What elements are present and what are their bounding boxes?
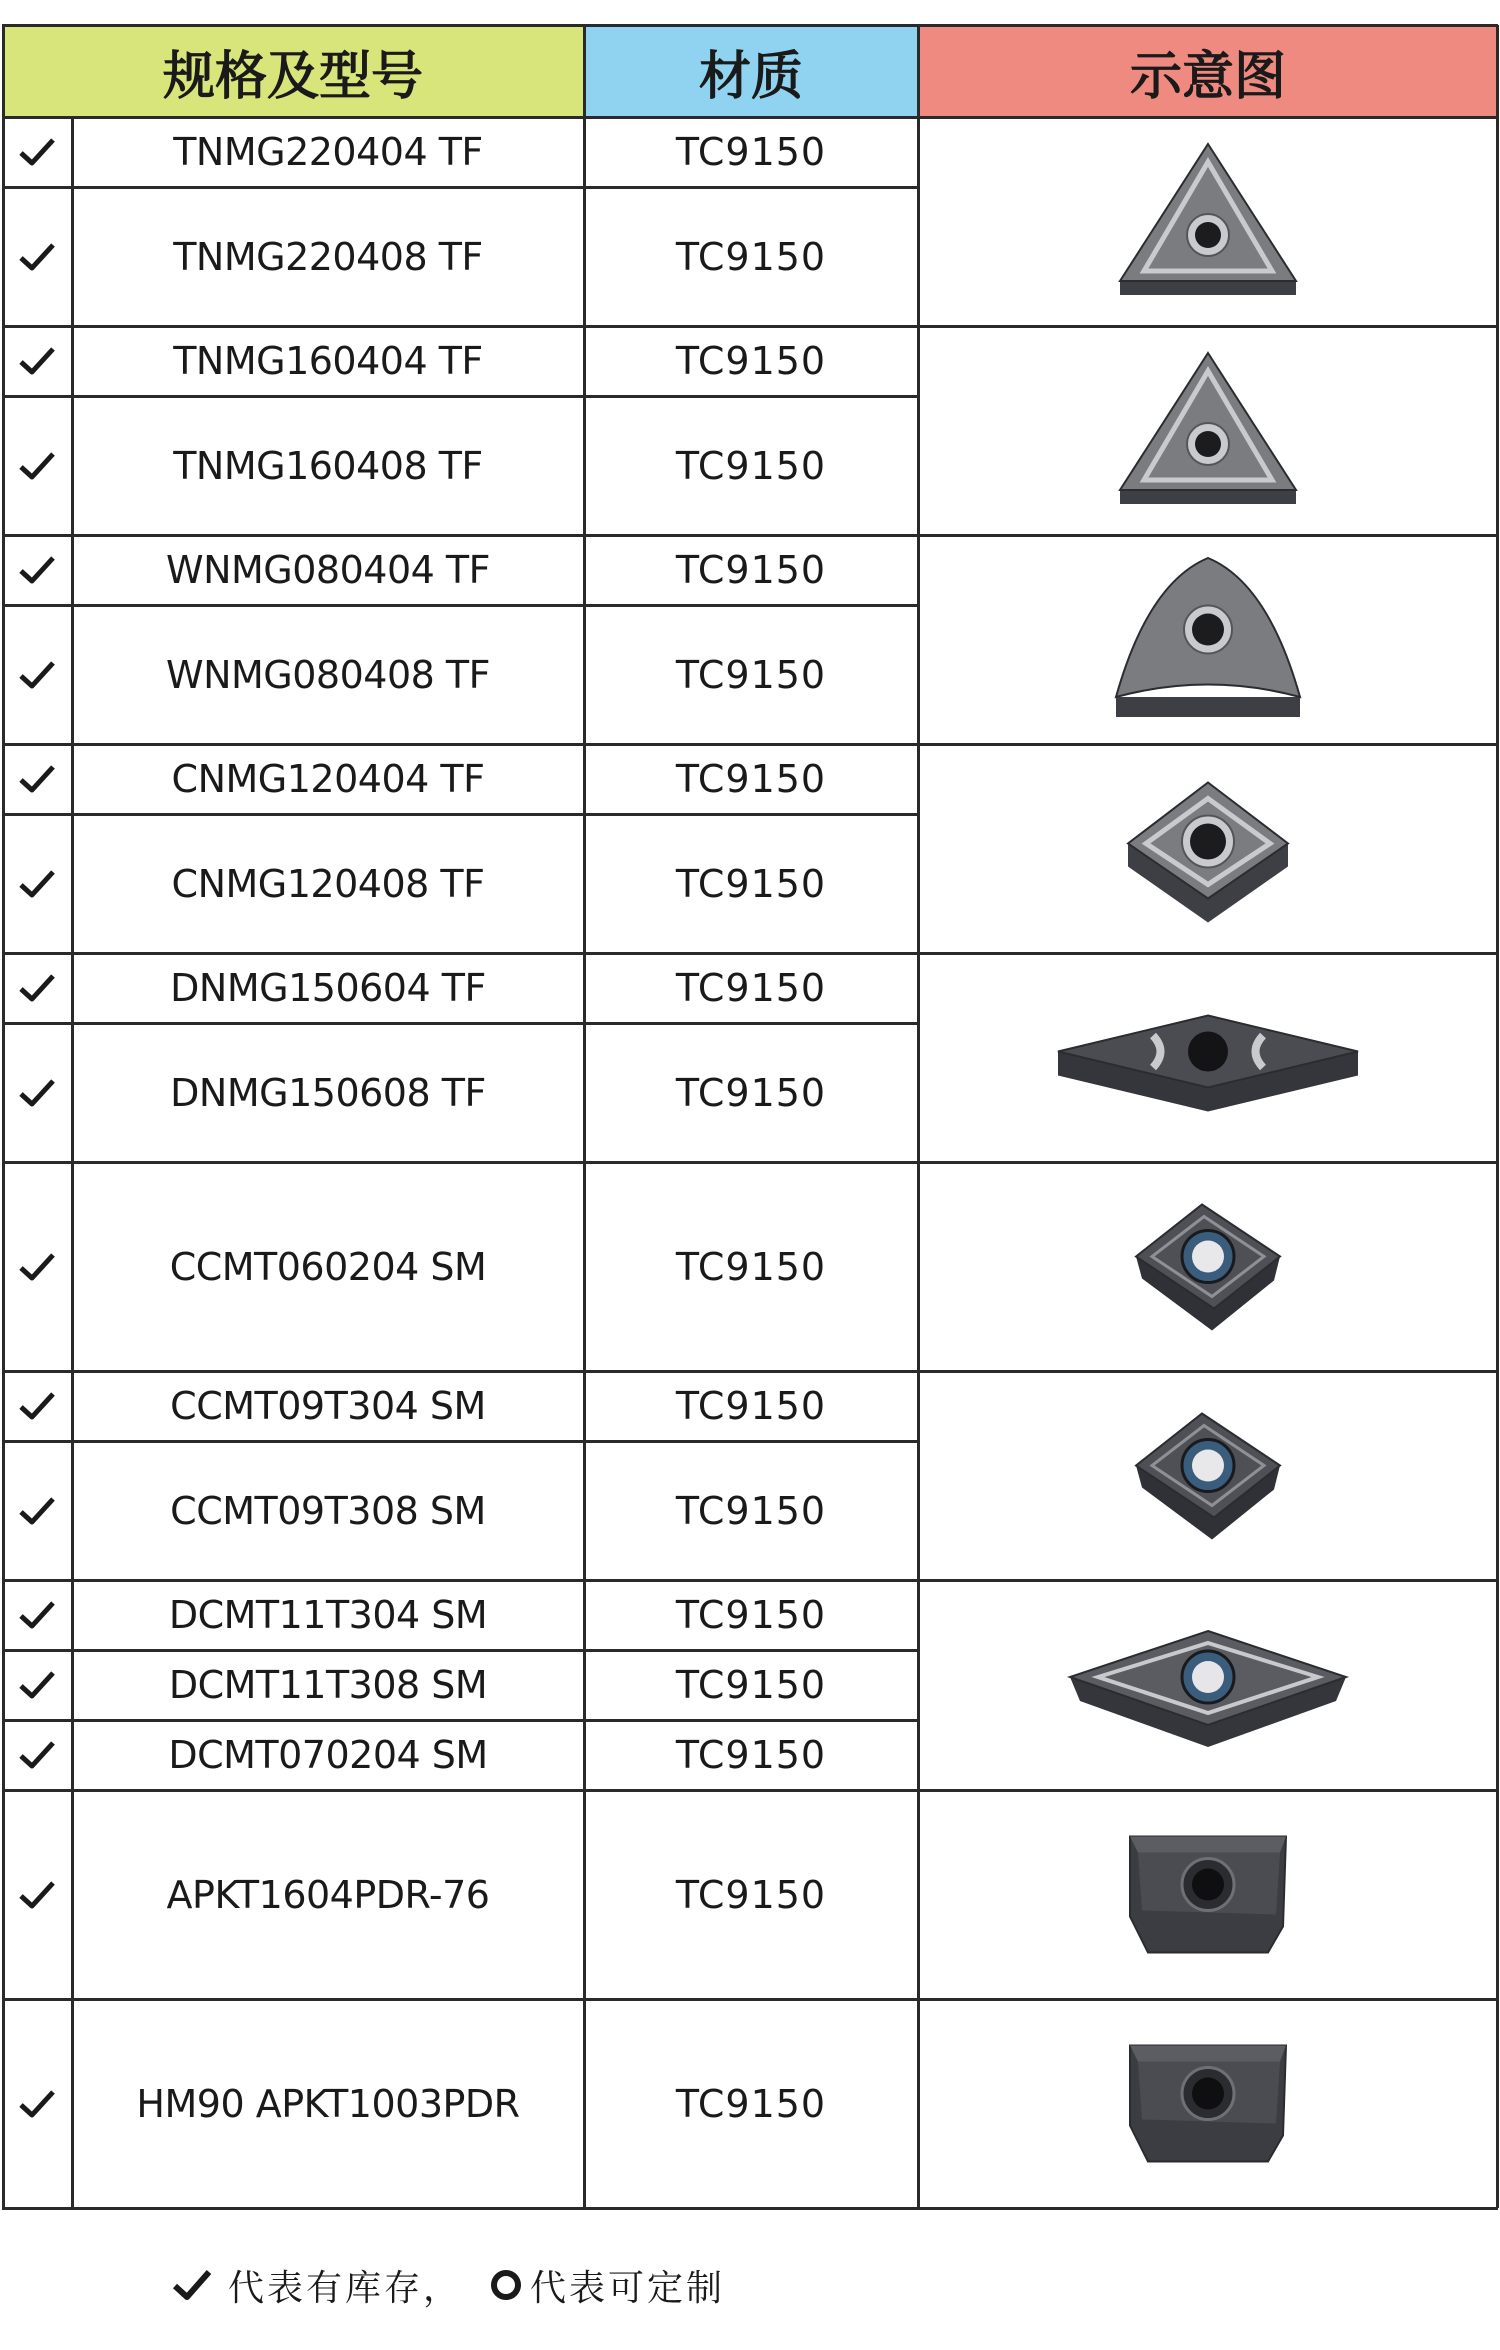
- check-icon: [170, 2263, 214, 2307]
- header-diagram: 示意图: [918, 25, 1498, 117]
- stock-check-icon: [2, 326, 72, 396]
- grid-line: [2, 1370, 1498, 1373]
- rhombic-80-positive-insert-icon: [918, 1162, 1498, 1371]
- stock-check-icon: [2, 1580, 72, 1650]
- model-cell: DNMG150604 TF: [170, 966, 486, 1010]
- stock-check-icon: [2, 953, 72, 1023]
- stock-check-icon: [2, 605, 72, 744]
- grid-line: [2, 24, 1498, 27]
- stock-check-icon: [2, 1999, 72, 2208]
- model-cell: TNMG220408 TF: [173, 234, 483, 279]
- legend-custom: [488, 2260, 725, 2311]
- grid-line: [2, 325, 1498, 328]
- material-cell: TC9150: [675, 234, 827, 279]
- grid-line: [917, 25, 920, 2208]
- grid-line: [2, 743, 1498, 746]
- stock-check-icon: [2, 396, 72, 535]
- rhombic-55-positive-insert-icon: [918, 1580, 1498, 1790]
- material-cell: TC9150: [675, 1593, 827, 1637]
- model-cell: CCMT09T304 SM: [170, 1384, 486, 1428]
- milling-insert-icon: [918, 1999, 1498, 2208]
- material-cell: TC9150: [675, 443, 827, 488]
- model-cell: TNMG160408 TF: [173, 443, 483, 488]
- circle-icon: [488, 2267, 524, 2303]
- model-cell: HM90 APKT1003PDR: [136, 2081, 520, 2126]
- model-cell: CNMG120408 TF: [171, 861, 485, 906]
- material-cell: TC9150: [675, 1070, 827, 1115]
- grid-line: [2, 1789, 1498, 1792]
- stock-check-icon: [2, 1023, 72, 1162]
- grid-line: [583, 25, 586, 2208]
- grid-line: [2, 2207, 1498, 2210]
- grid-line: [2, 534, 1498, 537]
- stock-check-icon: [2, 1790, 72, 1999]
- model-cell: WNMG080404 TF: [166, 548, 490, 592]
- rhombic-80-insert-icon: [918, 744, 1498, 953]
- model-cell: CNMG120404 TF: [171, 757, 485, 801]
- material-cell: TC9150: [675, 652, 827, 697]
- grid-line: [2, 1161, 1498, 1164]
- grid-line: [2, 1579, 1498, 1582]
- model-cell: CCMT09T308 SM: [170, 1488, 486, 1533]
- header-spec: 规格及型号: [2, 25, 584, 117]
- model-cell: WNMG080408 TF: [166, 652, 490, 697]
- material-cell: TC9150: [675, 1488, 827, 1533]
- grid-line: [2, 1998, 1498, 2001]
- material-cell: TC9150: [675, 861, 827, 906]
- rhombic-55-insert-icon: [918, 953, 1498, 1162]
- material-cell: TC9150: [675, 2081, 827, 2126]
- material-cell: TC9150: [675, 1384, 827, 1428]
- material-cell: TC9150: [675, 966, 827, 1010]
- triangle-insert-icon: [918, 117, 1498, 326]
- material-cell: TC9150: [675, 757, 827, 801]
- model-cell: DCMT070204 SM: [168, 1733, 488, 1777]
- stock-check-icon: [2, 1720, 72, 1790]
- rhombic-80-positive-insert-icon: [918, 1371, 1498, 1580]
- legend-stock: [170, 2260, 462, 2311]
- grid-line: [2, 604, 918, 607]
- triangle-insert-icon: [918, 326, 1498, 535]
- stock-check-icon: [2, 1162, 72, 1371]
- grid-line: [2, 1719, 918, 1722]
- stock-check-icon: [2, 1371, 72, 1441]
- stock-check-icon: [2, 117, 72, 187]
- legend-custom-label: 代表可定制: [530, 2267, 726, 2309]
- stock-check-icon: [2, 1441, 72, 1580]
- material-cell: TC9150: [675, 1244, 827, 1289]
- header-material: 材质: [584, 25, 918, 117]
- stock-check-icon: [2, 814, 72, 953]
- stock-check-icon: [2, 1650, 72, 1720]
- model-cell: TNMG220404 TF: [173, 130, 483, 174]
- grid-line: [2, 25, 5, 2208]
- insert-table: [2, 25, 1498, 2218]
- material-cell: TC9150: [675, 130, 827, 174]
- grid-line: [2, 116, 1498, 119]
- model-cell: DNMG150608 TF: [170, 1070, 486, 1115]
- model-cell: TNMG160404 TF: [173, 339, 483, 383]
- stock-check-icon: [2, 187, 72, 326]
- legend: [170, 2255, 725, 2315]
- milling-insert-icon: [918, 1790, 1498, 1999]
- grid-line: [2, 1022, 918, 1025]
- grid-line: [2, 952, 1498, 955]
- material-cell: TC9150: [675, 1872, 827, 1917]
- grid-line: [1496, 25, 1499, 2208]
- material-cell: TC9150: [675, 1663, 827, 1707]
- material-cell: TC9150: [675, 339, 827, 383]
- grid-line: [2, 1649, 918, 1652]
- grid-line: [2, 395, 918, 398]
- grid-line: [2, 813, 918, 816]
- model-cell: DCMT11T308 SM: [168, 1663, 488, 1707]
- model-cell: APKT1604PDR-76: [166, 1872, 490, 1917]
- model-cell: DCMT11T304 SM: [168, 1593, 488, 1637]
- grid-line: [2, 1440, 918, 1443]
- model-cell: CCMT060204 SM: [169, 1244, 487, 1289]
- grid-line: [2, 186, 918, 189]
- material-cell: TC9150: [675, 1733, 827, 1777]
- stock-check-icon: [2, 535, 72, 605]
- stock-check-icon: [2, 744, 72, 814]
- material-cell: TC9150: [675, 548, 827, 592]
- legend-stock-label: 代表有库存，: [228, 2267, 463, 2309]
- trigon-insert-icon: [918, 535, 1498, 744]
